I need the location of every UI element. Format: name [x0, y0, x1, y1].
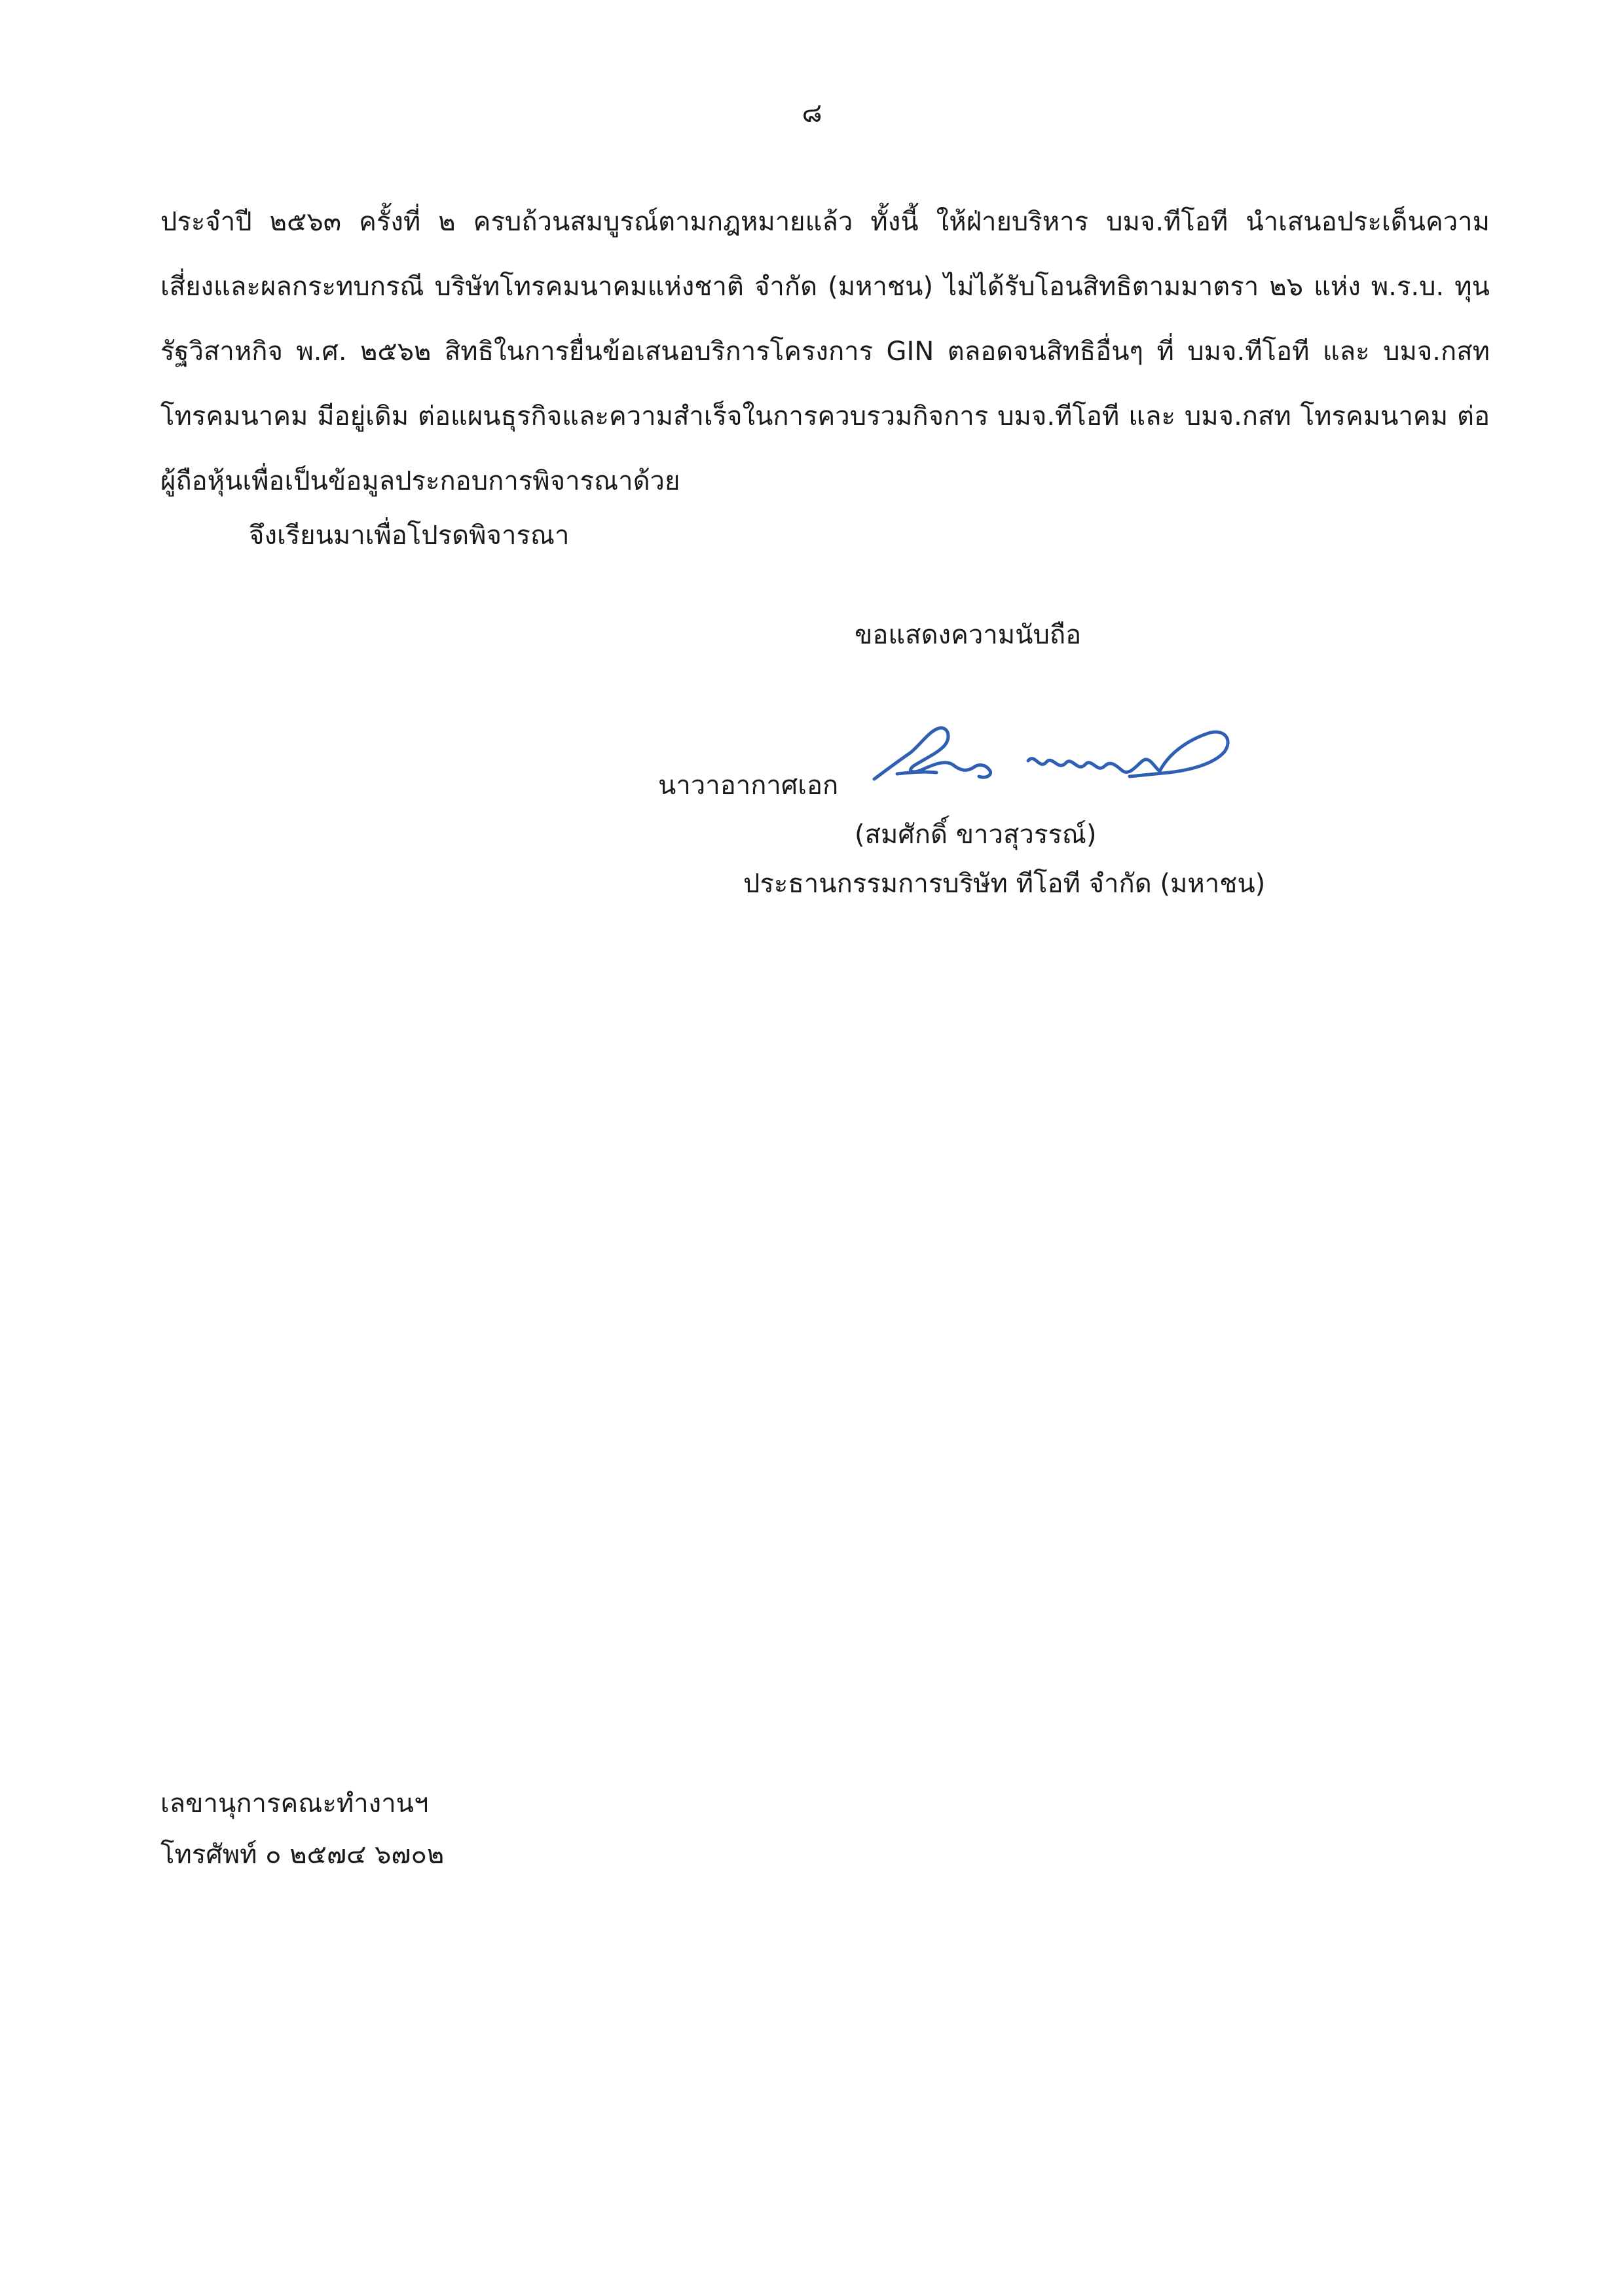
signer-rank: นาวาอากาศเอก	[658, 771, 839, 801]
footer-phone: โทรศัพท์ ๐ ๒๕๗๔ ๖๗๐๒	[160, 1840, 445, 1870]
handwritten-signature	[861, 714, 1238, 799]
signer-name: (สมศักดิ์ ขาวสุวรรณ์)	[855, 820, 1097, 850]
page-number: ๘	[802, 98, 822, 128]
request-line: จึงเรียนมาเพื่อโปรดพิจารณา	[249, 520, 570, 551]
body-line: ผู้ถือหุ้นเพื่อเป็นข้อมูลประกอบการพิจารณาด้วย	[160, 466, 680, 496]
body-line: รัฐวิสาหกิจ พ.ศ. ๒๕๖๒ สิทธิในการยื่นข้อเสนอบริการโครงการ GIN ตลอดจนสิทธิอื่นๆ ที่ บมจ.ทีโอที และ บมจ.กสท	[160, 337, 1490, 367]
signer-position: ประธานกรรมการบริษัท ทีโอที จำกัด (มหาชน)	[743, 869, 1266, 899]
body-line: โทรคมนาคม มีอยู่เดิม ต่อแผนธุรกิจและความสำเร็จในการควบรวมกิจการ บมจ.ทีโอที และ บมจ.กสท โทรคมนาคม ต่อ	[160, 401, 1490, 431]
body-line: เสี่ยงและผลกระทบกรณี บริษัทโทรคมนาคมแห่งชาติ จำกัด (มหาชน) ไม่ได้รับโอนสิทธิตามมาตรา ๒๖ แห่ง พ.ร.บ. ทุน	[160, 272, 1490, 302]
closing-salutation: ขอแสดงความนับถือ	[855, 620, 1082, 650]
body-line: ประจำปี ๒๕๖๓ ครั้งที่ ๒ ครบถ้วนสมบูรณ์ตามกฎหมายแล้ว ทั้งนี้ ให้ฝ่ายบริหาร บมจ.ทีโอที นำเสนอประเด็นความ	[160, 207, 1490, 237]
footer-office: เลขานุการคณะทำงานฯ	[160, 1789, 429, 1819]
body-paragraph	[160, 190, 1490, 514]
